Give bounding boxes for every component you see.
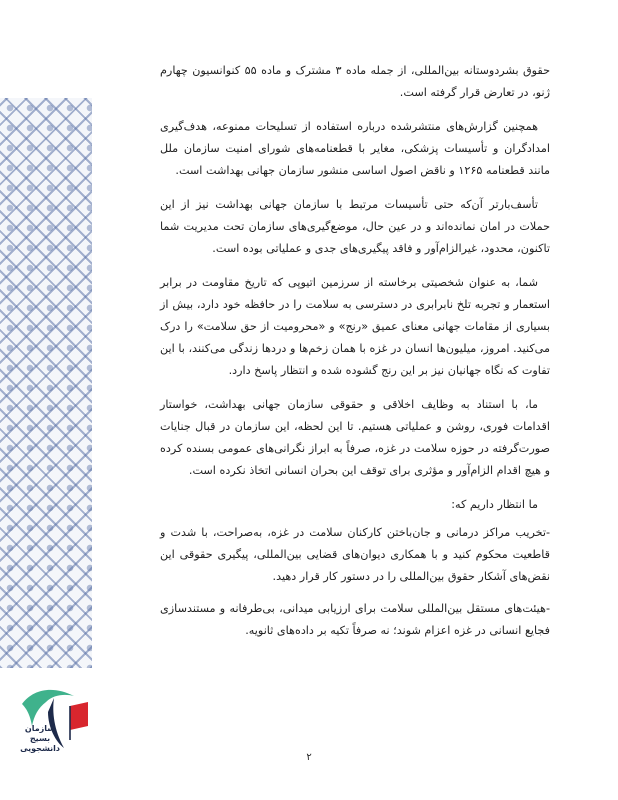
demand-item-2: -هیئت‌های مستقل بین‌المللی سلامت برای ارزیابی میدانی، بی‌طرفانه و مستندسازی فجایع انسانی در غزه اعزام شوند؛ نه صرفاً تکیه بر داده‌های ثانویه. — [160, 602, 550, 637]
decorative-islamic-pattern — [0, 98, 92, 668]
paragraph-1: حقوق بشردوستانه بین‌المللی، از جمله ماده ۳ مشترک و ماده ۵۵ کنوانسیون چهارم ژنو، در تعارض قرار گرفته است. — [160, 64, 551, 99]
paragraph-5: ما، با استناد به وظایف اخلاقی و حقوقی سازمان جهانی بهداشت، خواستار اقدامات فوری، روشن و عملیاتی هستیم. تا این لحظه، این سازمان در قبال جنایات صورت‌گرفته در حوزه سلامت در غزه، صرفاً به ابراز نگرانی‌های عمومی بسنده کرده و هیچ اقدام الزام‌آور و مؤثری برای توقف این بحران انسانی اتخاذ نکرده است. — [160, 398, 550, 477]
paragraph-2: همچنین گزارش‌های منتشرشده درباره استفاده از تسلیحات ممنوعه، هدف‌گیری امدادگران و تأسیسات پزشکی، مغایر با قطعنامه‌های شورای امنیت سازمان ملل مانند قطعنامه ۱۲۶۵ و ناقض اصول اساسی منشور سازمان جهانی بهداشت است. — [160, 120, 550, 177]
logo-text-line-3: دانشجویی — [20, 744, 60, 753]
page-number: ۲ — [306, 752, 312, 763]
student-basij-logo — [8, 682, 94, 762]
logo-text-line-2: بسیج — [29, 734, 51, 743]
logo-text-line-1: سازمان — [24, 724, 56, 733]
expectation-intro: ما انتظار داریم که: — [451, 498, 538, 511]
paragraph-3: تأسف‌بارتر آن‌که حتی تأسیسات مرتبط با سازمان جهانی بهداشت نیز از این حملات در امان نمانده‌اند و در عین حال، موضع‌گیری‌های سازمان تحت مدیریت شما تاکنون، محدود، غیرالزام‌آور و فاقد پیگیری‌های جدی و عملیاتی بوده است. — [160, 198, 550, 255]
paragraph-4: شما، به عنوان شخصیتی برخاسته از سرزمین اتیوپی که تاریخ مقاومت در برابر استعمار و تجربه تلخ نابرابری در دسترسی به سلامت را در حافظه خود دارد، بیش از بسیاری از مقامات جهانی معنای عمیق «رنج» و «محرومیت از حق سلامت» را درک می‌کنید. امروز، میلیون‌ها انسان در غزه با همان زخم‌ها و دردها زندگی می‌کنند، با این تفاوت که نگاه جهانیان نیز بر این رنج گشوده شده و انتظار پاسخ دارد. — [160, 276, 550, 377]
demand-item-1: -تخریب مراکز درمانی و جان‌باختن کارکنان سلامت در غزه، به‌صراحت، با شدت و قاطعیت محکوم کنید و با همکاری دیوان‌های قضایی بین‌المللی، پیگیری حقوقی این نقض‌های آشکار حقوق بین‌المللی را در دستور کار قرار دهید. — [160, 526, 550, 583]
letter-body — [160, 60, 550, 652]
